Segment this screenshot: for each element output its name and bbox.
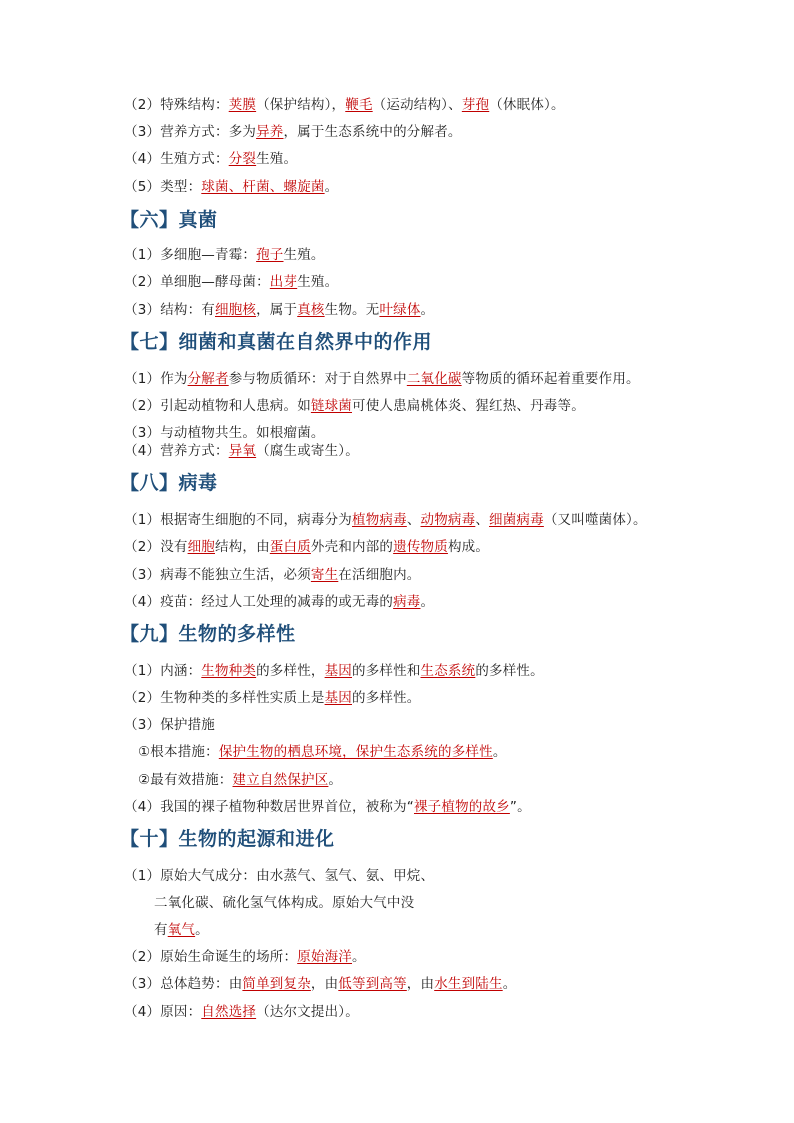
line-text: （1）多细胞—青霉： (124, 247, 257, 263)
line-text: （4）生殖方式： (124, 151, 229, 167)
answer-text: 细胞 (187, 539, 215, 555)
answer-text: 细胞核 (215, 302, 257, 318)
answer-text: 真核 (297, 302, 325, 318)
line-text: 有 (154, 922, 168, 938)
answer-text: 出芽 (269, 274, 298, 290)
line-l26 (124, 975, 516, 993)
answer-text: 原始海洋 (297, 949, 353, 965)
line-text: 可使人患扁桃体炎、猩红热、丹毒等。 (352, 398, 585, 414)
line-l21 (124, 798, 531, 816)
section-heading-8 (120, 470, 218, 496)
line-l20 (138, 771, 342, 789)
line-text: 的多样性和 (352, 663, 421, 679)
line-text: （4）原因： (124, 1004, 202, 1020)
line-l24 (154, 921, 209, 939)
line-text: 。 (328, 772, 343, 788)
line-l17 (124, 689, 421, 707)
line-text: （3）总体趋势：由 (124, 976, 243, 992)
line-text: 的多样性。 (352, 690, 421, 706)
answer-text: 孢子 (256, 247, 284, 263)
answer-text: 简单到复杂 (242, 976, 311, 992)
line-l3 (124, 150, 297, 168)
line-text: （2）生物种类的多样性实质上是 (124, 690, 325, 706)
answer-text: 病毒 (393, 594, 421, 610)
answer-text: 细菌病毒 (489, 512, 544, 528)
line-l10 (124, 424, 325, 442)
line-text: 。 (502, 976, 517, 992)
line-text: （保护结构）， (256, 97, 346, 113)
line-l5 (124, 246, 325, 264)
line-text: 生殖。 (256, 151, 298, 167)
answer-text: 植物病毒 (352, 512, 407, 528)
answer-text: 生物种类 (201, 663, 257, 679)
answer-text: 鞭毛 (345, 97, 373, 113)
line-text: 。 (324, 179, 339, 195)
line-text: （3）结构：有 (124, 302, 215, 318)
answer-text: 叶绿体 (379, 302, 421, 318)
answer-text: 异氧 (228, 443, 257, 459)
answer-text: 基因 (324, 663, 353, 679)
line-text: ，由 (406, 976, 435, 992)
line-text: （1）根据寄生细胞的不同，病毒分为 (124, 512, 352, 528)
line-l22 (124, 867, 434, 885)
line-l6 (124, 273, 338, 291)
line-text: （2）没有 (124, 539, 188, 555)
answer-text: 遗传物质 (393, 539, 448, 555)
line-text: 外壳和内部的 (310, 539, 394, 555)
section-heading-6 (120, 207, 218, 233)
answer-text: 二氧化碳 (406, 371, 462, 387)
line-text: 。 (195, 922, 209, 938)
line-text: （3）营养方式：多为 (124, 124, 257, 140)
line-text: （2）特殊结构： (124, 97, 229, 113)
line-text: 生物。无 (324, 302, 380, 318)
line-text: （1）作为 (124, 371, 188, 387)
answer-text: 基因 (324, 690, 352, 706)
answer-text: 分裂 (228, 151, 257, 167)
line-text: （又叫噬菌体）。 (543, 512, 647, 528)
line-text: （4）我国的裸子植物种数居世界首位，被称为“ (124, 799, 414, 815)
line-text: 结构，由 (215, 539, 270, 555)
line-l4 (124, 178, 338, 196)
line-l14 (124, 566, 421, 584)
answer-text: 链球菌 (310, 398, 352, 414)
line-text: 。 (492, 744, 507, 760)
line-text: 【九】生物的多样性 (120, 623, 296, 645)
line-l15 (124, 593, 434, 611)
line-text: （5）类型： (124, 179, 202, 195)
line-text: （4）疫苗：经过人工处理的减毒的或无毒的 (124, 594, 394, 610)
line-l13 (124, 538, 489, 556)
answer-text: 寄生 (310, 567, 339, 583)
answer-text: 球菌、杆菌、螺旋菌 (201, 179, 325, 195)
line-text: 【七】细菌和真菌在自然界中的作用 (120, 331, 433, 353)
line-text: ①根本措施： (138, 744, 219, 760)
answer-text: 氧气 (167, 922, 196, 938)
line-l12 (124, 511, 647, 529)
answer-text: 分解者 (187, 371, 229, 387)
section-heading-10 (120, 826, 335, 852)
answer-text: 蛋白质 (269, 539, 311, 555)
line-text: ②最有效措施： (138, 772, 233, 788)
line-text: 、 (406, 512, 421, 528)
line-text: （2）引起动植物和人患病。如 (124, 398, 311, 414)
line-text: 生殖。 (283, 247, 325, 263)
line-text: 【六】真菌 (120, 209, 218, 231)
line-text: 的多样性。 (475, 663, 544, 679)
line-text: （1）原始大气成分：由水蒸气、氢气、氨、甲烷、 (124, 868, 435, 884)
section-heading-9 (120, 621, 296, 647)
line-text: （1）内涵： (124, 663, 202, 679)
line-text: （3）与动植物共生。如根瘤菌。 (124, 425, 325, 441)
line-l8 (124, 370, 640, 388)
answer-text: 自然选择 (201, 1004, 257, 1020)
answer-text: 建立自然保护区 (232, 772, 329, 788)
line-text: 在活细胞内。 (338, 567, 421, 583)
line-text: 构成。 (447, 539, 490, 555)
answer-text: 低等到高等 (338, 976, 407, 992)
line-text: （3）病毒不能独立生活，必须 (124, 567, 311, 583)
line-text: 二氧化碳、硫化氢气体构成。原始大气中没 (154, 895, 415, 911)
line-l27 (124, 1003, 359, 1021)
line-l19 (138, 743, 507, 761)
line-l23 (154, 894, 414, 912)
line-text: （休眠体）。 (489, 97, 565, 113)
line-text: 等物质的循环起着重要作用。 (461, 371, 640, 387)
line-text: （达尔文提出）。 (256, 1004, 359, 1020)
line-l16 (124, 662, 544, 680)
line-text: （运动结构）、 (372, 97, 462, 113)
line-text: 、 (475, 512, 490, 528)
line-text: 生殖。 (297, 274, 339, 290)
answer-text: 生态系统 (420, 663, 476, 679)
line-text: （2）原始生命诞生的场所： (124, 949, 298, 965)
answer-text: 异养 (256, 124, 284, 140)
line-text: ，由 (310, 976, 339, 992)
answer-text: 水生到陆生 (434, 976, 503, 992)
line-text: ”。 (509, 799, 531, 815)
line-text: 【八】病毒 (120, 472, 218, 494)
line-text: 。 (352, 949, 366, 965)
line-text: 【十】生物的起源和进化 (120, 828, 335, 850)
line-text: （腐生或寄生）。 (256, 443, 359, 459)
line-l2 (124, 123, 462, 141)
line-l9 (124, 397, 585, 415)
line-l7 (124, 301, 434, 319)
answer-text: 荚膜 (228, 97, 257, 113)
answer-text: 裸子植物的故乡 (413, 799, 510, 815)
line-text: ，属于 (256, 302, 298, 318)
answer-text: 芽孢 (461, 97, 490, 113)
answer-text: 动物病毒 (420, 512, 476, 528)
line-text: 参与物质循环：对于自然界中 (228, 371, 407, 387)
line-l11 (124, 442, 359, 460)
answer-text: 保护生物的栖息环境，保护生态系统的多样性 (218, 744, 493, 760)
line-text: （4）营养方式： (124, 443, 229, 459)
line-l1 (124, 96, 565, 114)
line-text: 的多样性， (256, 663, 325, 679)
line-text: ，属于生态系统中的分解者。 (283, 124, 462, 140)
line-l18 (124, 716, 215, 734)
line-l25 (124, 948, 366, 966)
line-text: 。 (420, 302, 435, 318)
line-text: （3）保护措施 (124, 717, 215, 733)
section-heading-7 (120, 329, 432, 355)
line-text: 。 (420, 594, 435, 610)
line-text: （2）单细胞—酵母菌： (124, 274, 270, 290)
